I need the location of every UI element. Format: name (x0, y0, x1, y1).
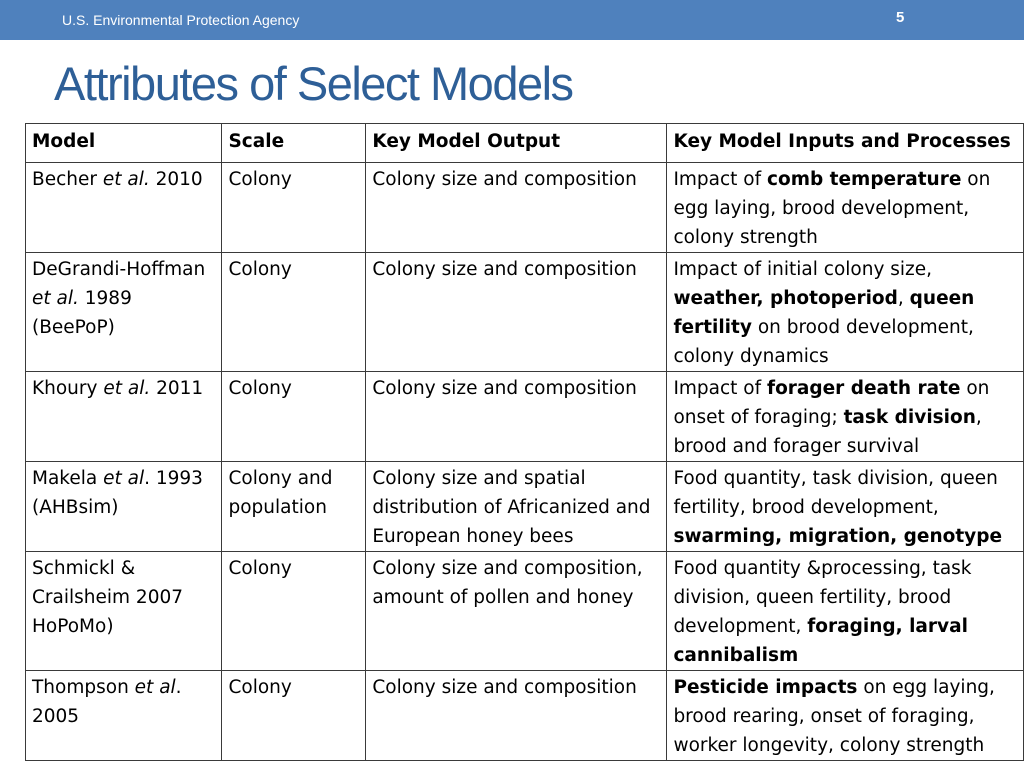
cell-inputs (667, 372, 1024, 462)
text-segment: et al (103, 468, 145, 489)
text-segment: task division (843, 407, 976, 428)
text-segment: Food quantity, task division, queen fertility, brood development, (673, 468, 998, 518)
text-segment: on brood development, colony dynamics (673, 317, 974, 367)
slide-title: Attributes of Select Models (54, 57, 573, 110)
cell-model (26, 462, 222, 552)
text-segment: comb temperature (767, 169, 962, 190)
cell-model (26, 552, 222, 671)
text-segment: , (897, 288, 910, 309)
cell-model (26, 253, 222, 372)
text-segment: et al. (102, 169, 150, 190)
cell-output: Colony size and composition (366, 253, 667, 372)
cell-output: Colony size and spatial distribution of Africanized and European honey bees (366, 462, 667, 552)
cell-scale: Colony (222, 552, 366, 671)
text-segment: Makela (32, 468, 104, 489)
cell-scale: Colony (222, 163, 366, 253)
text-segment: forager death rate (767, 378, 961, 399)
text-segment: et al (134, 677, 176, 698)
text-segment: Khoury (32, 378, 104, 399)
text-segment: on onset of foraging; (673, 378, 990, 428)
table-row (26, 163, 1024, 253)
cell-model (26, 163, 222, 253)
table-header-row (26, 124, 1024, 163)
column-header-inputs: Key Model Inputs and Processes (667, 124, 1024, 163)
cell-inputs (667, 163, 1024, 253)
cell-model (26, 671, 222, 761)
text-segment: Becher (32, 169, 103, 190)
text-segment: DeGrandi-Hoffman (32, 259, 206, 280)
text-segment: Impact of initial colony size, (673, 259, 933, 280)
table-row (26, 372, 1024, 462)
cell-inputs (667, 253, 1024, 372)
text-segment: Impact of (673, 169, 768, 190)
models-table (25, 123, 1024, 761)
text-segment: on egg laying, brood rearing, onset of foraging, worker longevity, colony strength (673, 677, 995, 756)
text-segment: . 1993 (AHBsim) (32, 468, 203, 518)
cell-inputs (667, 671, 1024, 761)
cell-scale: Colony and population (222, 462, 366, 552)
column-header-scale: Scale (222, 124, 366, 163)
column-header-model: Model (26, 124, 222, 163)
table-row (26, 671, 1024, 761)
text-segment: 2011 (150, 378, 204, 399)
text-segment: 1989 (BeePoP) (32, 288, 132, 338)
text-segment: , brood and forager survival (673, 407, 982, 457)
text-segment: Thompson (32, 677, 135, 698)
text-segment: Pesticide impacts (673, 677, 858, 698)
cell-inputs (667, 552, 1024, 671)
text-segment: Food quantity &processing, task division, queen fertility, brood development, (673, 558, 972, 637)
text-segment: et al. (103, 378, 151, 399)
table-row (26, 462, 1024, 552)
cell-model (26, 372, 222, 462)
cell-output: Colony size and composition (366, 163, 667, 253)
text-segment: on egg laying, brood development, colony strength (673, 169, 991, 248)
text-segment: et al. (32, 288, 79, 309)
agency-name: U.S. Environmental Protection Agency (62, 12, 300, 28)
text-segment: foraging, larval cannibalism (673, 616, 968, 666)
cell-scale: Colony (222, 253, 366, 372)
cell-output: Colony size and composition (366, 671, 667, 761)
cell-output: Colony size and composition, amount of pollen and honey (366, 552, 667, 671)
page-number: 5 (896, 9, 905, 26)
text-segment: queen fertility (673, 288, 975, 338)
text-segment: weather, photoperiod (673, 288, 898, 309)
cell-scale: Colony (222, 372, 366, 462)
cell-output: Colony size and composition (366, 372, 667, 462)
table-row (26, 253, 1024, 372)
cell-inputs (667, 462, 1024, 552)
header-bar (0, 0, 1024, 40)
column-header-output: Key Model Output (366, 124, 667, 163)
cell-scale: Colony (222, 671, 366, 761)
table-body (26, 163, 1024, 761)
table-row (26, 552, 1024, 671)
text-segment: . 2005 (32, 677, 182, 727)
text-segment: Impact of (673, 378, 768, 399)
text-segment: swarming, migration, genotype (673, 526, 1003, 547)
text-segment: 2010 (149, 169, 203, 190)
text-segment: Schmickl & Crailsheim 2007 HoPoMo) (32, 558, 184, 637)
